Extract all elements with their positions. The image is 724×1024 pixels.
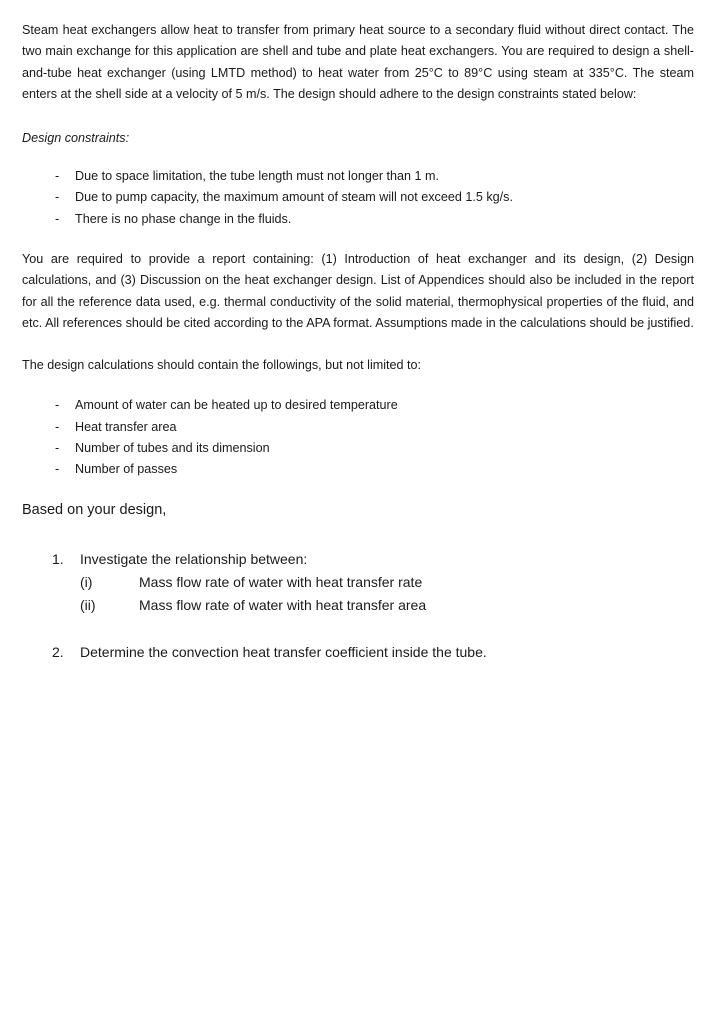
list-item-text: Due to pump capacity, the maximum amount of steam will not exceed 1.5 kg/s. <box>75 190 513 205</box>
list-item-text: Number of tubes and its dimension <box>75 440 270 455</box>
design-constraints-heading: Design constraints: <box>22 131 130 146</box>
list-item-text: There is no phase change in the fluids. <box>75 211 292 226</box>
list-item-text: Heat transfer area <box>75 419 177 434</box>
list-item-text: Due to space limitation, the tube length must not longer than 1 m. <box>75 169 440 184</box>
list-item <box>22 438 694 459</box>
dash-bullet: - <box>55 419 60 434</box>
sub-task-text: Mass flow rate of water with heat transfer area <box>139 597 427 614</box>
calculations-lead: The design calculations should contain the followings, but not limited to: <box>22 358 422 373</box>
list-item <box>22 166 694 187</box>
list-item <box>22 187 694 208</box>
dash-bullet: - <box>55 211 60 226</box>
calculations-list <box>22 395 694 480</box>
report-paragraph: You are required to provide a report containing: (1) Introduction of heat exchanger and its design, (2) Design calculations, and (3) Discussion on the heat exchanger design. List of Appendices should also be included in the report for all the reference data used, e.g. thermal conductivity of the solid material, thermophysical properties of the fluid, and etc. All references should be cited according to the APA format. Assumptions made in the calculations should be justified. <box>22 252 694 330</box>
document-page <box>22 20 694 664</box>
task-number: 1. <box>52 551 64 568</box>
dash-bullet: - <box>55 398 60 413</box>
based-on-design-text: Based on your design, <box>22 502 167 519</box>
tasks-list <box>22 548 694 664</box>
task-item-1 <box>22 548 694 617</box>
sub-task-list <box>80 571 694 617</box>
list-item-text: Amount of water can be heated up to desired temperature <box>75 398 398 413</box>
task-number: 2. <box>52 644 64 661</box>
list-item <box>22 395 694 416</box>
dash-bullet: - <box>55 169 60 184</box>
task-text: Investigate the relationship between: <box>80 551 308 568</box>
task-text: Determine the convection heat transfer coefficient inside the tube. <box>80 644 487 661</box>
dash-bullet: - <box>55 190 60 205</box>
list-item <box>22 209 694 230</box>
sub-task-label: (i) <box>80 574 93 591</box>
sub-task-item <box>80 594 694 617</box>
task-item-2 <box>22 641 694 664</box>
dash-bullet: - <box>55 462 60 477</box>
intro-paragraph: Steam heat exchangers allow heat to transfer from primary heat source to a secondary fluid without direct contact. The two main exchange for this application are shell and tube and plate heat exchangers. You are required to design a shell-and-tube heat exchanger (using LMTD method) to heat water from 25°C to 89°C using steam at 335°C. The steam enters at the shell side at a velocity of 5 m/s. The design should adhere to the design constraints stated below: <box>22 23 694 101</box>
list-item-text: Number of passes <box>75 462 178 477</box>
sub-task-text: Mass flow rate of water with heat transfer rate <box>139 574 423 591</box>
dash-bullet: - <box>55 440 60 455</box>
list-item <box>22 417 694 438</box>
sub-task-item <box>80 571 694 594</box>
list-item <box>22 459 694 480</box>
constraints-list <box>22 166 694 230</box>
sub-task-label: (ii) <box>80 597 96 614</box>
